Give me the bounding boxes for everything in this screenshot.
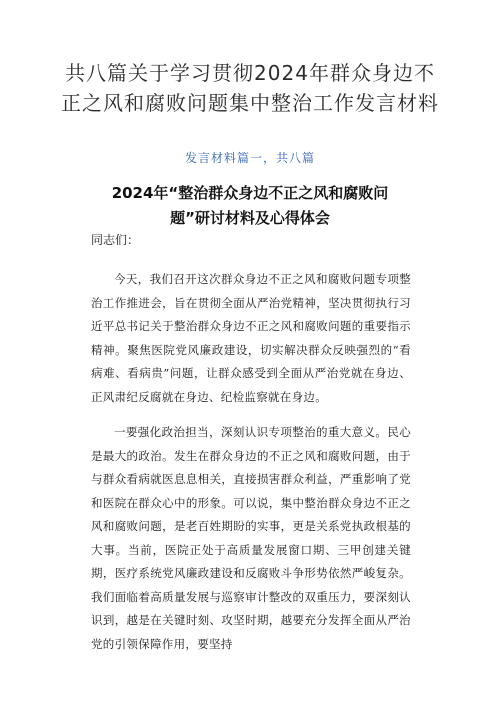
salutation: 同志们：: [91, 233, 140, 247]
paragraph-2: 一要强化政治担当，深刻认识专项整治的重大意义。民心是最大的政治。发生在群众身边的不正之风和腐败问题，由于与群众看病就医息息相关，直接损害群众利益，严重影响了党和医院在群众心中的形象。可以说，集中整治群众身边不正之风和腐败问题，是老百姓期盼的实事，更是关系党执政根基的大事。当前，医院正处于高质量发展窗口期、三甲创建关键期，医疗系统党风廉政建设和反腐败斗争形势依然严峻复杂。我们面临着高质量发展与巡察审计整改的双重压力，要深刻认识到，越是在关键时刻、攻坚时期，越要充分发挥全面从严治党的引领保障作用，要坚持: [91, 425, 411, 651]
section-tag: 发言材料篇一，共八篇: [184, 151, 315, 165]
document-sub-title: 2024年“整治群众身边不正之风和腐败问题”研讨材料及心得体会: [111, 184, 389, 227]
paragraph-1: 今天，我们召开这次群众身边不正之风和腐败问题专项整治工作推进会，旨在贯彻全面从严治党精神，坚决贯彻执行习近平总书记关于整治群众身边不正之风和腐败问题的重要指示精神。聚焦医院党风廉政建设，切实解决群众反映强烈的“看病难、看病贵”问题，让群众感受到全面从严治党就在身边、正风肃纪反腐就在身边、纪检监察就在身边。: [91, 272, 411, 404]
document-main-title: 共八篇关于学习贯彻2024年群众身边不正之风和腐败问题集中整治工作发言材料: [61, 61, 439, 115]
